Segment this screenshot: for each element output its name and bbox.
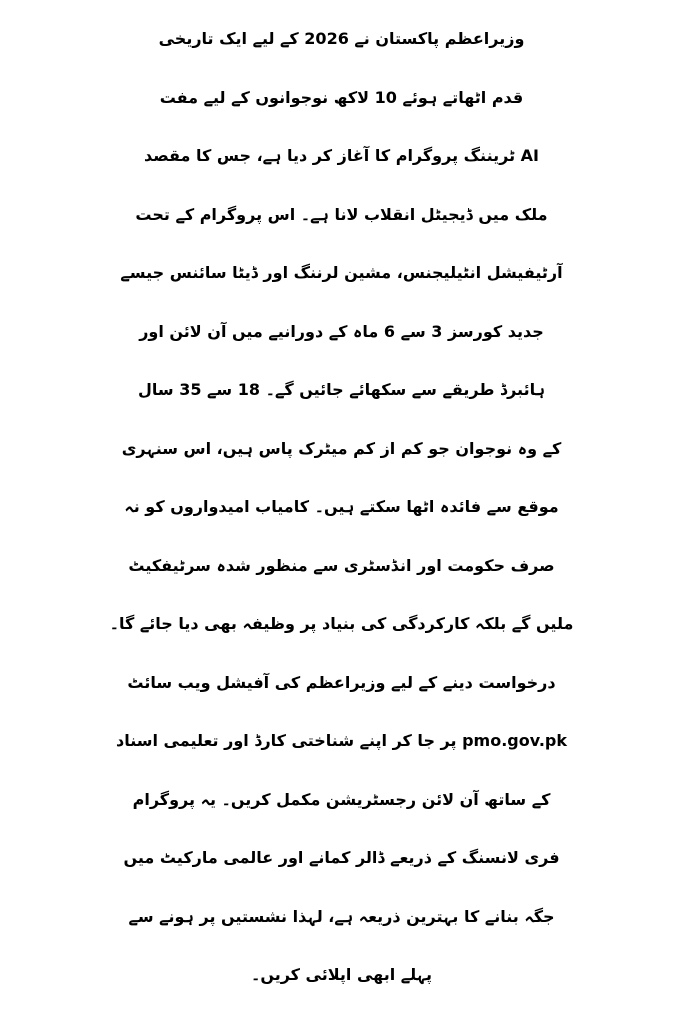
text-line: فری لانسنگ کے ذریعے ڈالر کمانے اور عالمی مارکیٹ میں [123,848,560,867]
text-line-with-website: pmo.gov.pk پر جا کر اپنے شناختی کارڈ اور تعلیمی اسناد [115,731,568,750]
text-line: ملیں گے بلکہ کارکردگی کی بنیاد پر وظیفہ بھی دیا جائے گا۔ [109,614,574,633]
text-line: درخواست دینے کے لیے وزیراعظم کی آفیشل ویب سائٹ [127,672,556,692]
text-line: پہلے ابھی اپلائی کریں۔ [250,965,433,984]
text-line: ملک میں ڈیجیٹل انقلاب لانا ہے۔ اس پروگرام کے تحت [135,204,548,224]
text-line: قدم اٹھاتے ہوئے 10 لاکھ نوجوانوں کے لیے مفت [159,87,524,107]
text-line: کے وہ نوجوان جو کم از کم میٹرک پاس ہیں، اس سنہری [121,438,562,458]
text-line: موقع سے فائدہ اٹھا سکتے ہیں۔ کامیاب امیدواروں کو نہ [124,497,559,516]
text-line: AI ٹریننگ پروگرام کا آغاز کر دیا ہے، جس کا مقصد [144,146,539,165]
text-line: جدید کورسز 3 سے 6 ماہ کے دورانیے میں آن لائن اور [139,321,544,341]
text-line: کے ساتھ آن لائن رجسٹریشن مکمل کریں۔ یہ پروگرام [132,789,551,809]
text-line: آرٹیفیشل انٹیلیجنس، مشین لرننگ اور ڈیٹا سائنس جیسے [120,263,563,282]
text-line: وزیراعظم پاکستان نے 2026 کے لیے ایک تاریخی [158,29,525,48]
text-line: صرف حکومت اور انڈسٹری سے منظور شدہ سرٹیفکیٹ [128,555,555,575]
text-line: جگہ بنانے کا بہترین ذریعہ ہے، لہذا نشستیں پر ہونے سے [128,906,555,926]
text-line: ہائبرڈ طریقے سے سکھائے جائیں گے۔ 18 سے 35 سال [138,380,545,399]
